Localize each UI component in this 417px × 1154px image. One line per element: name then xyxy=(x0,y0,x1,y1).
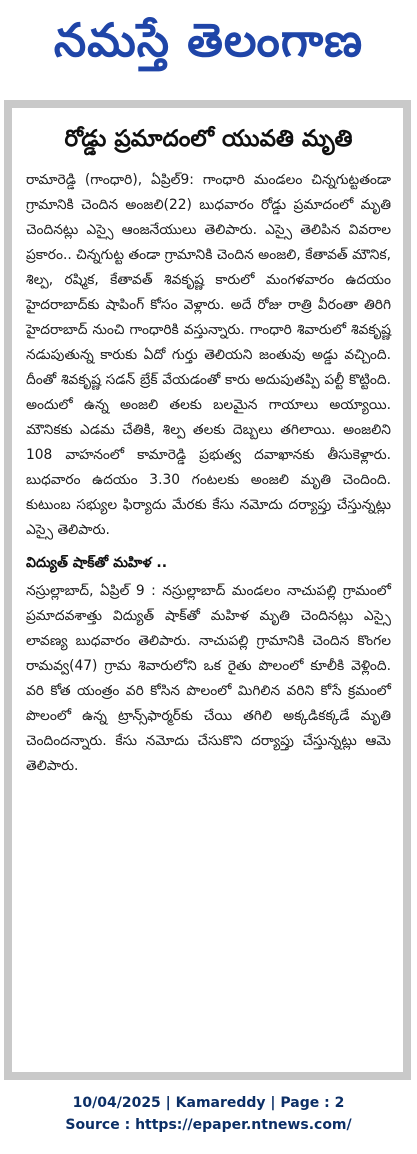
page-footer xyxy=(0,1092,417,1136)
article-story-2: నస్రుల్లాబాద్, ఏప్రిల్ 9 : నస్రుల్లాబాద్ మండలం నాచుపల్లి గ్రామంలో ప్రమాదవశాత్తు విద్యుత్ షాక్‌తో మహిళ మృతి చెందినట్లు ఎస్సై లావణ్య బుధవారం తెలిపారు. నాచుపల్లి గ్రామానికి చెందిన కొంగల రామవ్వ(47) గ్రామ శివారులోని ఒక రైతు పొలంలో కూలీకి వెళ్లింది. వరి కోత యంత్రం వరి కోసిన పొలంలో మిగిలిన వరిని కోసే క్రమంలో పొలంలో ఉన్న ట్రాన్స్‌ఫార్మర్‌కు చేయి తగిలి అక్కడికక్కడే మృతి చెందిందన్నారు. కేసు నమోదు చేసుకొని దర్యాప్తు చేస్తున్నట్లు ఆమె తెలిపారు. xyxy=(26,583,391,774)
article-clipping xyxy=(4,100,411,1080)
masthead xyxy=(0,0,417,92)
edition-info: 10/04/2025 | Kamareddy | Page : 2 xyxy=(72,1095,345,1111)
masthead-logo-title: నమస్తే తెలంగాణ xyxy=(53,13,364,67)
article-body xyxy=(12,108,403,1072)
article-subheading: విద్యుత్ షాక్‌తో మహిళ .. xyxy=(26,555,168,571)
article-story-1: రామారెడ్డి (గాంధారి), ఏప్రిల్9: గాంధారి మండలం చిన్నగుట్టతండా గ్రామానికి చెందిన అంజలి(22) బుధవారం రోడ్డు ప్రమాదంలో మృతి చెందినట్లు ఎస్సై ఆంజనేయులు తెలిపారు. ఎస్సై తెలిపిన వివరాల ప్రకారం.. చిన్నగుట్ట తండా గ్రామానికి చెందిన అంజలి, కేతావత్ మౌనిక, శిల్ప, రష్మిక, కేతావత్ శివకృష్ణ కారులో మంగళవారం ఉదయం హైదరాబాద్‌కు షాపింగ్ కోసం వెళ్లారు. అదే రోజు రాత్రి వీరంతా తిరిగి హైదరాబాద్ నుంచి గాంధారికి వస్తున్నారు. గాంధారి శివారులో శివకృష్ణ నడుపుతున్న కారుకు ఏదో గుర్తు తెలియని జంతువు అడ్డు వచ్చింది. దీంతో శివకృష్ణ సడన్ బ్రేక్ వేయడంతో కారు అదుపుతప్పి పల్టీ కొట్టింది. అందులో ఉన్న అంజలి తలకు బలమైన గాయాలు అయ్యాయి. మౌనికకు ఎడమ చేతికి, శిల్ప తలకు దెబ్బలు తగిలాయి. అంజలిని 108 వాహనంలో కామారెడ్డి ప్రభుత్వ దవాఖానకు తీసుకెళ్లారు. బుధవారం ఉదయం 3.30 గంటలకు అంజలి మృతి చెందింది. కుటుంబ సభ్యుల ఫిర్యాదు మేరకు కేసు నమోదు దర్యాప్తు చేస్తున్నట్లు ఎస్సై తెలిపారు. xyxy=(26,172,391,538)
article-headline: రోడ్డు ప్రమాదంలో యువతి మృతి xyxy=(64,126,353,152)
source-link[interactable]: Source : https://epaper.ntnews.com/ xyxy=(65,1117,352,1133)
